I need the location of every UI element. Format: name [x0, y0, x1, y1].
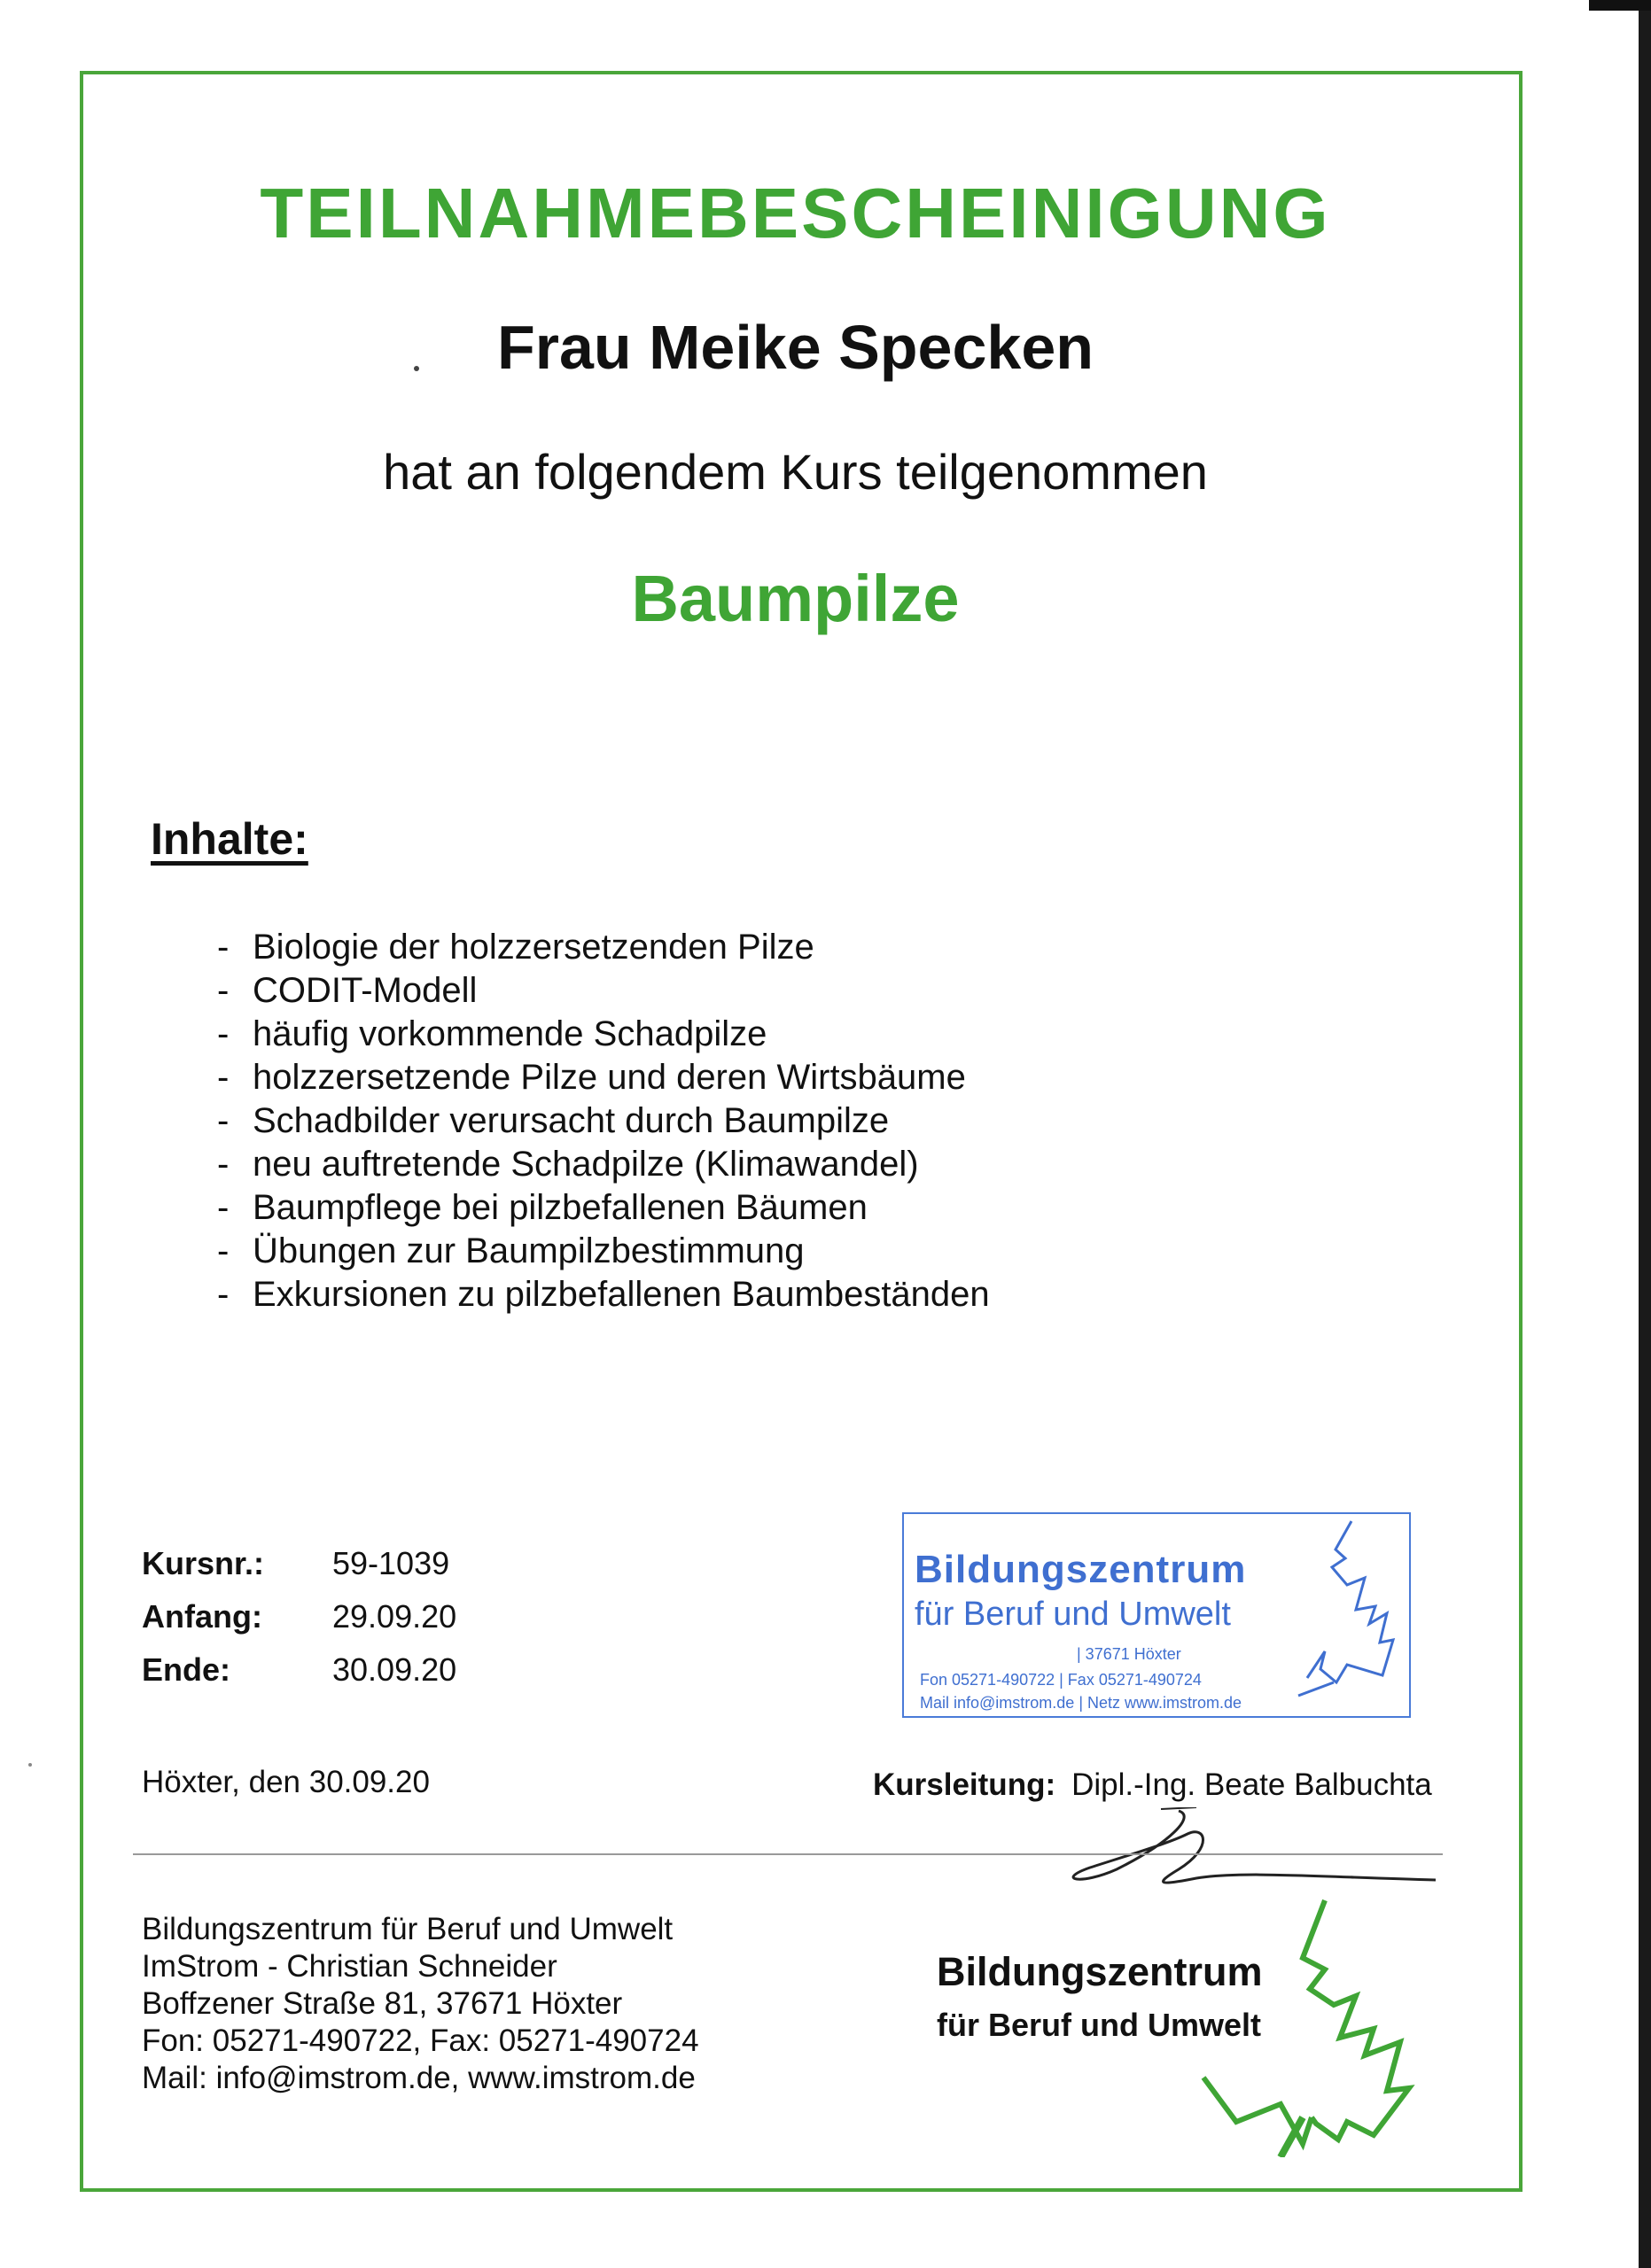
meta-row-ende — [142, 1643, 456, 1697]
list-item: - neu auftretende Schadpilze (Klimawandel) — [217, 1145, 919, 1184]
list-item: - Übungen zur Baumpilzbestimmung — [217, 1231, 805, 1270]
meta-row-kursnr — [142, 1537, 456, 1590]
footer-divider — [133, 1853, 1443, 1855]
course-leader-name: Dipl.-Ing. Beate Balbuchta — [1071, 1767, 1432, 1802]
place-date: Höxter, den 30.09.20 — [142, 1765, 430, 1799]
address-line: Fon: 05271-490722, Fax: 05271-490724 — [142, 2023, 699, 2058]
meta-value: 59-1039 — [332, 1545, 450, 1581]
institution-address — [142, 1911, 699, 2097]
address-line: Boffzener Straße 81, 37671 Höxter — [142, 1986, 623, 2021]
meta-value: 29.09.20 — [332, 1598, 457, 1635]
course-title: Baumpilze — [631, 562, 960, 635]
list-item: - CODIT-Modell — [217, 971, 478, 1010]
scan-speck — [28, 1763, 32, 1767]
scan-edge-tab — [1589, 0, 1651, 11]
stamp-subtitle: für Beruf und Umwelt — [915, 1596, 1231, 1633]
list-item: - Baumpflege bei pilzbefallenen Bäumen — [217, 1188, 868, 1227]
address-line: Bildungszentrum für Beruf und Umwelt — [142, 1912, 674, 1946]
institution-logo — [931, 1891, 1427, 2157]
logo-title: Bildungszentrum — [937, 1949, 1263, 1994]
scan-edge — [1639, 0, 1651, 2268]
certificate-subtitle: hat an folgendem Kurs teilgenommen — [383, 444, 1208, 500]
address-line: ImStrom - Christian Schneider — [142, 1949, 557, 1984]
certificate-title: TEILNAHMEBESCHEINIGUNG — [260, 174, 1331, 252]
contents-heading: Inhalte: — [151, 814, 308, 864]
list-item: - Biologie der holzzersetzenden Pilze — [217, 928, 814, 967]
stamp-phone: Fon 05271-490722 | Fax 05271-490724 — [920, 1671, 1202, 1689]
list-item: - häufig vorkommende Schadpilze — [217, 1014, 767, 1053]
participant-name: Frau Meike Specken — [496, 313, 1094, 382]
stamp-title: Bildungszentrum — [915, 1548, 1247, 1591]
course-leader-label: Kursleitung: — [873, 1767, 1056, 1802]
list-item: - Schadbilder verursacht durch Baumpilze — [217, 1101, 890, 1140]
meta-value: 30.09.20 — [332, 1651, 457, 1688]
list-item: - Exkursionen zu pilzbefallenen Baumbeständen — [217, 1275, 990, 1314]
stamp-city: | 37671 Höxter — [1077, 1645, 1181, 1663]
meta-row-anfang — [142, 1590, 456, 1643]
meta-label: Anfang: — [142, 1598, 262, 1635]
stamp-mail: Mail info@imstrom.de | Netz www.imstrom.de — [920, 1694, 1242, 1712]
signature — [1063, 1807, 1436, 1887]
course-meta — [142, 1537, 456, 1697]
meta-label: Ende: — [142, 1651, 231, 1688]
course-leader — [873, 1767, 1432, 1803]
contents-list — [217, 926, 990, 1317]
institution-stamp — [902, 1512, 1411, 1718]
meta-label: Kursnr.: — [142, 1545, 265, 1581]
logo-subtitle: für Beruf und Umwelt — [937, 2007, 1261, 2043]
list-item: - holzzersetzende Pilze und deren Wirtsbäume — [217, 1058, 966, 1097]
address-line: Mail: info@imstrom.de, www.imstrom.de — [142, 2061, 696, 2095]
